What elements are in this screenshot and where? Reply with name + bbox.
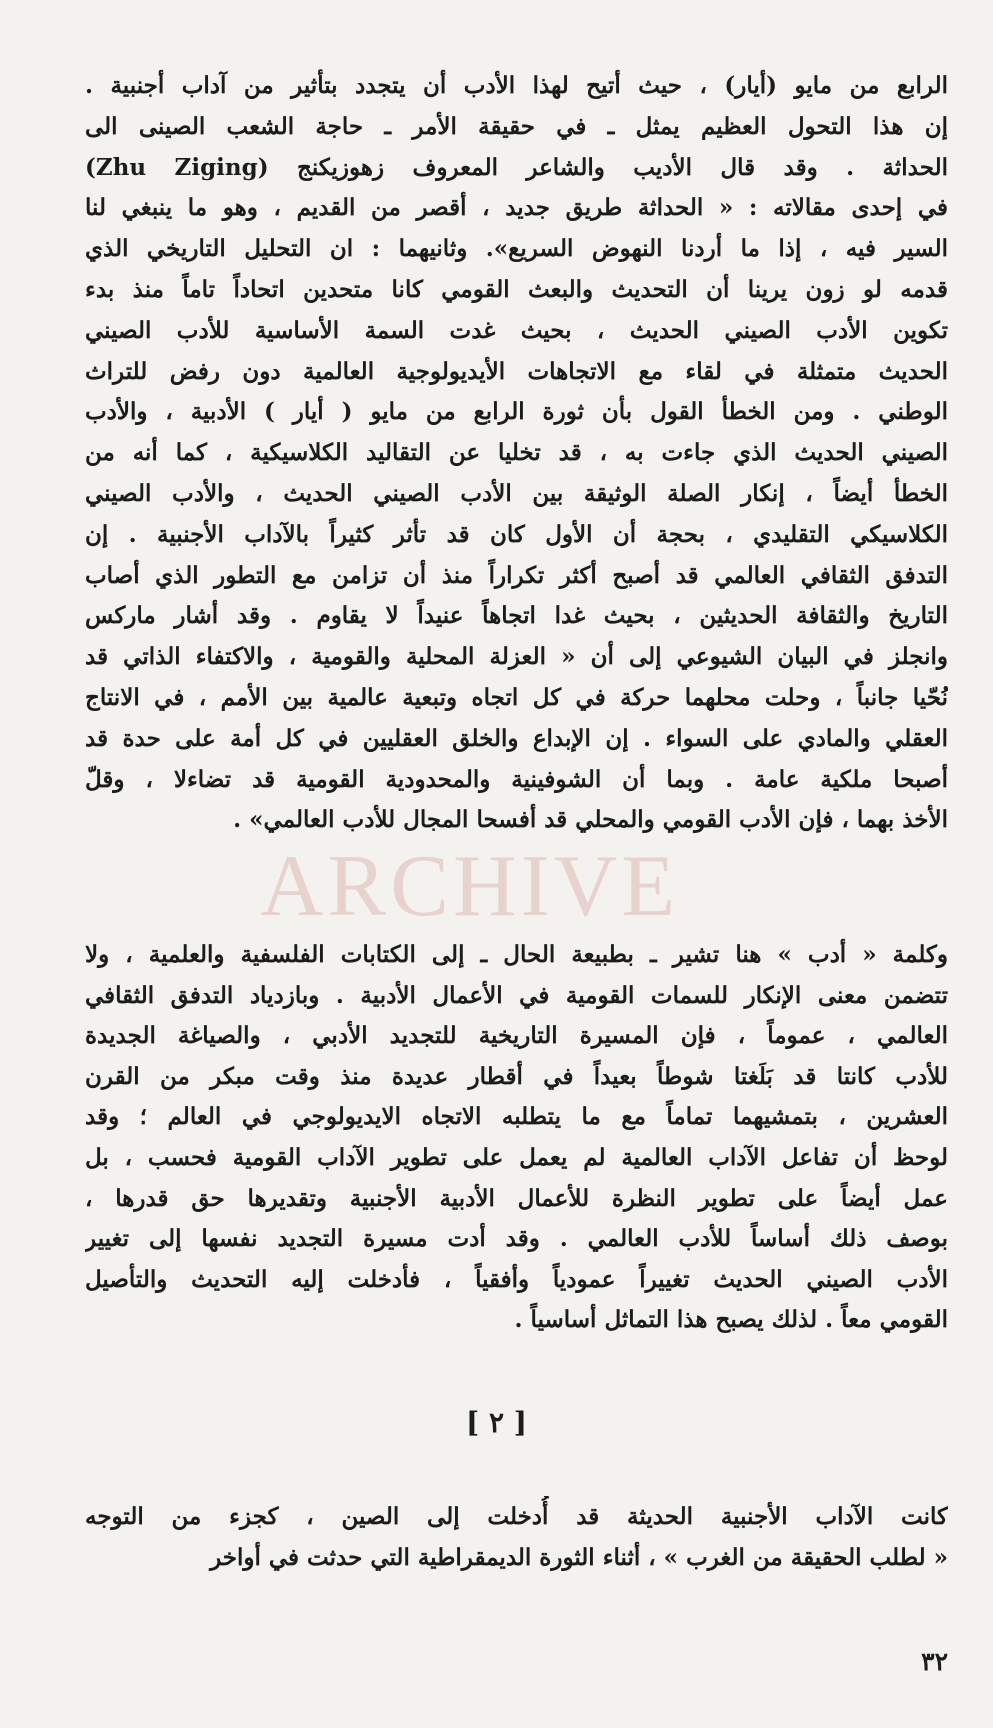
text-line: أصبحا ملكية عامة . وبما أن الشوفينية والمحدودية القومية قد تضاءلا ، وقلّ xyxy=(85,765,948,793)
text-line: القومي معاً . لذلك يصبح هذا التماثل أساسياً . xyxy=(514,1306,948,1334)
text-line: بوصف ذلك أساساً للأدب العالمي . وقد أدت مسيرة التجديد نفسها إلى تغيير xyxy=(85,1225,948,1253)
text-line: في إحدى مقالاته : « الحداثة طريق جديد ، أقصر من القديم ، وهو ما ينبغي لنا xyxy=(85,194,948,222)
text-line: العالمي ، عموماً ، فإن المسيرة التاريخية للتجديد الأدبي ، والصياغة الجديدة xyxy=(85,1022,948,1050)
text-line: لوحظ أن تفاعل الآداب العالمية لم يعمل على تطوير الآداب القومية فحسب ، بل xyxy=(85,1143,948,1171)
text-line: الصيني الحديث الذي جاءت به ، قد تخليا عن التقاليد الكلاسيكية ، كما أنه من xyxy=(85,439,948,467)
text-line: نُحّيا جانباً ، وحلت محلهما حركة في كل اتجاه وتبعية عالمية بين الأمم ، في الانتاج xyxy=(85,683,948,711)
text-line: الوطني . ومن الخطأ القول بأن ثورة الرابع من مايو ( أيار ) الأدبية ، والأدب xyxy=(85,398,948,426)
text-line: وانجلز في البيان الشيوعي إلى أن « العزلة المحلية والقومية ، والاكتفاء الذاتي قد xyxy=(85,643,948,671)
archive-watermark: ARCHIVE xyxy=(260,838,680,935)
text-line: قدمه لو زون يرينا أن التحديث والبعث القومي كانا متحدين اتحاداً تاماً منذ بدء xyxy=(85,275,948,303)
text-line: العقلي والمادي على السواء . إن الإبداع والخلق العقليين في كل أمة على حدة قد xyxy=(85,724,948,752)
text-line: إن هذا التحول العظيم يمثل ـ في حقيقة الأمر ـ حاجة الشعب الصينى الى xyxy=(85,112,948,140)
text-line: الأخذ بهما ، فإن الأدب القومي والمحلي قد أفسحا المجال للأدب العالمي» . xyxy=(233,806,948,834)
text-line: كانت الآداب الأجنبية الحديثة قد أُدخلت إلى الصين ، كجزء من التوجه xyxy=(85,1503,948,1530)
section-number: [ ٢ ] xyxy=(465,1406,528,1439)
text-line: عمل أيضاً على تطوير النظرة للأعمال الأدبية الأجنبية وتقديرها حق قدرها ، xyxy=(85,1184,948,1212)
text-line: تكوين الأدب الصيني الحديث ، بحيث غدت السمة الأساسية للأدب الصيني xyxy=(85,316,948,344)
text-line: الحديث متمثلة في لقاء مع الاتجاهات الأيديولوجية العالمية دون رفض للتراث xyxy=(85,357,948,385)
text-line: التدفق الثقافي العالمي قد أصبح أكثر تكراراً منذ أن تزامن مع التطور الذي أصاب xyxy=(85,561,948,589)
text-line: السير فيه ، إذا ما أردنا النهوض السريع». وثانيهما : ان التحليل التاريخي الذي xyxy=(85,235,948,263)
text-line: التاريخ والثقافة الحديثين ، بحيث غدا اتجاهاً عنيداً لا يقاوم . وقد أشار ماركس xyxy=(85,602,948,630)
page-number: ٣٢ xyxy=(921,1647,948,1676)
text-line: « لطلب الحقيقة من الغرب » ، أثناء الثورة الديمقراطية التي حدثت في أواخر xyxy=(210,1544,948,1571)
paragraph-3 xyxy=(85,1496,948,1578)
text-line: وكلمة « أدب » هنا تشير ـ بطبيعة الحال ـ إلى الكتابات الفلسفية والعلمية ، ولا xyxy=(85,941,948,968)
text-line: للأدب كانتا قد بَلَغتا شوطاً بعيداً في أقطار عديدة منذ وقت مبكر من القرن xyxy=(85,1062,948,1090)
text-line: الكلاسيكي التقليدي ، بحجة أن الأول كان قد تأثر كثيراً بالآداب الأجنبية . إن xyxy=(85,520,948,548)
paragraph-2 xyxy=(85,935,948,1341)
text-line: الحداثة . وقد قال الأديب والشاعر المعروف زهوزيكنج (Zhu Ziging) xyxy=(85,153,948,181)
text-line: تتضمن معنى الإنكار للسمات القومية في الأعمال الأدبية . وبازدياد التدفق الثقافي xyxy=(85,981,948,1009)
text-line: العشرين ، بتمشيهما تماماً مع ما يتطلبه الاتجاه الايديولوجي في العالم ؛ وقد xyxy=(85,1103,948,1131)
text-line: الخطأ أيضاً ، إنكار الصلة الوثيقة بين الأدب الصيني الحديث ، والأدب الصيني xyxy=(85,479,948,507)
text-line: الرابع من مايو (أيار) ، حيث أتيح لهذا الأدب أن يتجدد بتأثير من آداب أجنبية . xyxy=(85,72,948,99)
paragraph-1 xyxy=(85,66,948,841)
text-line: الأدب الصيني الحديث تغييراً عمودياً وأفقياً ، فأدخلت إليه التحديث والتأصيل xyxy=(85,1265,948,1293)
